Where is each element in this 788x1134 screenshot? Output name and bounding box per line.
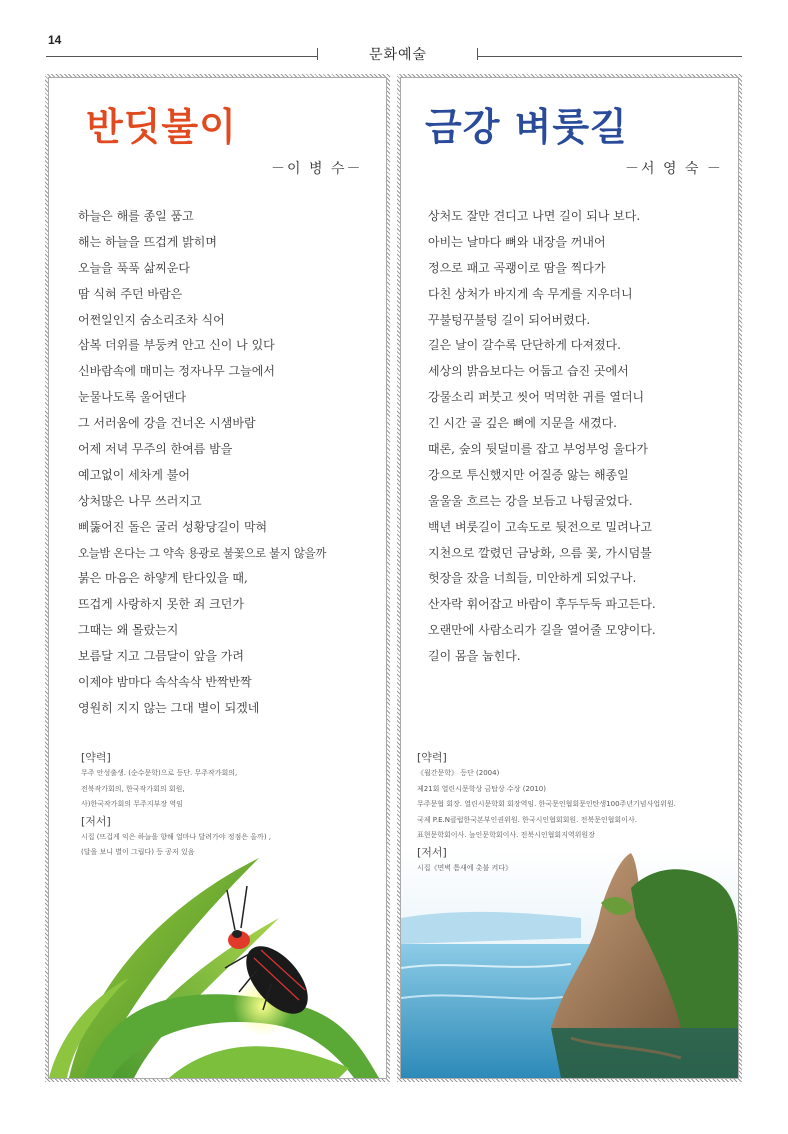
grass-blade bbox=[69, 858, 259, 1078]
poem-line: 삐뚫어진 돌은 굴러 성황당길이 막혀 bbox=[78, 519, 268, 534]
grass-blade bbox=[169, 1046, 349, 1078]
bio-line: 표현문학회이사. 늪인문학회이사. 전북시인협회지역위원장 bbox=[417, 831, 595, 839]
poem-body-right bbox=[428, 204, 656, 670]
author-bio-right bbox=[417, 749, 676, 876]
poem-line: 백년 벼룻길이 고속도로 뒷전으로 밀려나고 bbox=[428, 519, 652, 534]
bio-line: 《월간문학》 등단 (2004) bbox=[417, 769, 500, 777]
river-cliff-illustration bbox=[401, 848, 738, 1078]
bio-career-heading: [약력] bbox=[81, 751, 111, 764]
poem-panel-left-inner bbox=[48, 77, 387, 1079]
poem-line: 영원히 지지 않는 그대 별이 되겠네 bbox=[78, 700, 260, 715]
poem-line: 하늘은 해를 종일 품고 bbox=[78, 209, 194, 223]
poem-line: 강으로 투신했지만 어질증 앓는 해종일 bbox=[428, 467, 629, 482]
cliff-reflection bbox=[551, 1028, 738, 1078]
bio-works-heading: [저서] bbox=[417, 845, 447, 859]
poem-line: 예고없이 세차게 불어 bbox=[78, 467, 190, 482]
header-rule-right bbox=[478, 56, 742, 57]
poem-line: 그 서러움에 강을 건너온 시샘바람 bbox=[78, 416, 256, 431]
header-rule-left bbox=[46, 56, 318, 57]
poem-line: 그때는 왜 몰랐는지 bbox=[78, 623, 179, 638]
poem-line: 정으로 패고 곡괭이로 땀을 찍다가 bbox=[428, 260, 606, 275]
poem-line: 아비는 날마다 뼈와 내장을 꺼내어 bbox=[428, 234, 606, 249]
bio-works-heading: [저서] bbox=[81, 814, 111, 828]
page-number: 14 bbox=[48, 33, 62, 47]
poem-line: 세상의 밝음보다는 어둡고 습진 곳에서 bbox=[428, 364, 629, 379]
poem-line: 오늘을 푹푹 삶찌운다 bbox=[78, 260, 190, 275]
poem-line: 상처도 잘만 견디고 나면 길이 되나 보다. bbox=[428, 209, 641, 223]
bio-line: 전북작가회의, 한국작가회의 회원, bbox=[81, 784, 185, 793]
poem-line: 길이 몸을 눕힌다. bbox=[428, 649, 521, 664]
bio-line: 국제 P.E.N클럽한국본부인권위원. 한국시인협회회원. 전북문인협회이사. bbox=[417, 815, 637, 824]
poem-title-left: 반딧불이 bbox=[86, 105, 237, 149]
poem-line: 오랜만에 사람소리가 길을 열어줄 모양이다. bbox=[428, 623, 656, 638]
poem-line: 신바람속에 매미는 정자나무 그늘에서 bbox=[78, 364, 275, 379]
poem-line: 어제 저녁 무주의 한여름 밤을 bbox=[78, 442, 233, 457]
section-title: 문화예술 bbox=[368, 47, 428, 63]
poem-author-right: －서 영 숙 － bbox=[625, 161, 723, 177]
poem-title-right: 금강 벼룻길 bbox=[425, 105, 628, 149]
poem-line: 꾸불텅꾸불텅 길이 되어버렸다. bbox=[428, 312, 591, 327]
bio-line: (달을 보니 별이 그립다) 등 공저 있음 bbox=[81, 848, 195, 856]
poem-line: 해는 하늘을 뜨겁게 밝히며 bbox=[78, 234, 217, 249]
poem-line: 강물소리 퍼붓고 씻어 먹먹한 귀를 열더니 bbox=[428, 390, 645, 405]
poem-line: 어쩐일인지 숨소리조차 식어 bbox=[78, 312, 225, 327]
poem-body-left bbox=[78, 204, 326, 722]
bio-line: 시집《면벽 틈새에 촛불 켜다》 bbox=[417, 863, 513, 872]
bio-line: 무주문협 회장. 열린시문학회 회장역임. 한국문인협회문인탄생100주년기념사업위원. bbox=[417, 800, 676, 808]
poem-line: 눈물나도록 울어댄다 bbox=[78, 390, 187, 405]
poem-line: 때론, 숲의 뒷덜미를 잡고 부엉부엉 울다가 bbox=[428, 442, 648, 457]
poem-line: 울울울 흐르는 강을 보듬고 나뒹굴었다. bbox=[428, 493, 633, 508]
poem-line: 뜨겁게 사랑하지 못한 죄 크던가 bbox=[78, 597, 244, 612]
bio-line: 시집 (뜨겁게 익은 하늘을 향해 얼마나 달려가야 정점은 올까) , bbox=[81, 832, 272, 841]
poem-panel-right bbox=[397, 74, 742, 1082]
poem-line: 다친 상처가 바지게 속 무게를 지우더니 bbox=[428, 286, 633, 301]
poem-line: 붉은 마음은 하얗게 탄다있을 때, bbox=[78, 571, 248, 586]
bio-career-heading: [약력] bbox=[417, 751, 447, 764]
poem-line: 상처많은 나무 쓰러지고 bbox=[78, 493, 202, 508]
poem-panel-right-inner bbox=[400, 77, 739, 1079]
poem-line: 길은 날이 갈수록 단단하게 다져졌다. bbox=[428, 338, 621, 353]
bio-line: 제21회 열린시문학상 금탑상 수상 (2010) bbox=[417, 784, 546, 793]
poem-author-left: －이 병 수－ bbox=[271, 161, 363, 177]
poem-line: 보름달 지고 그믐달이 앞을 가려 bbox=[78, 649, 244, 664]
poem-line: 이제야 밤마다 속삭속삭 반짝반짝 bbox=[78, 675, 252, 690]
poem-line: 긴 시간 골 깊은 뼈에 지문을 새겼다. bbox=[428, 416, 617, 431]
firefly-illustration bbox=[49, 828, 386, 1078]
poem-line: 삼복 더위를 부둥켜 안고 신이 나 있다 bbox=[78, 338, 275, 353]
poem-line: 산자락 휘어잡고 바람이 후두두둑 파고든다. bbox=[428, 597, 656, 612]
poem-line: 땀 식혀 주던 바람은 bbox=[78, 286, 183, 301]
poem-line: 오늘밤 온다는 그 약속 용광로 불꽃으로 불지 않을까 bbox=[78, 545, 327, 560]
poem-panel-left bbox=[45, 74, 390, 1082]
bio-line: 무주 안성출생. (순수문학)으로 등단. 무주작가회의, bbox=[81, 769, 238, 777]
poem-line: 지천으로 깔렸던 금낭화, 으름 꽃, 가시덤불 bbox=[428, 545, 652, 560]
header-tick-right bbox=[477, 48, 478, 60]
poem-line: 헛장을 잤을 너희들, 미안하게 되었구나. bbox=[428, 571, 637, 586]
bio-line: 사)한국작가회의 무주지부장 역임 bbox=[81, 800, 183, 808]
